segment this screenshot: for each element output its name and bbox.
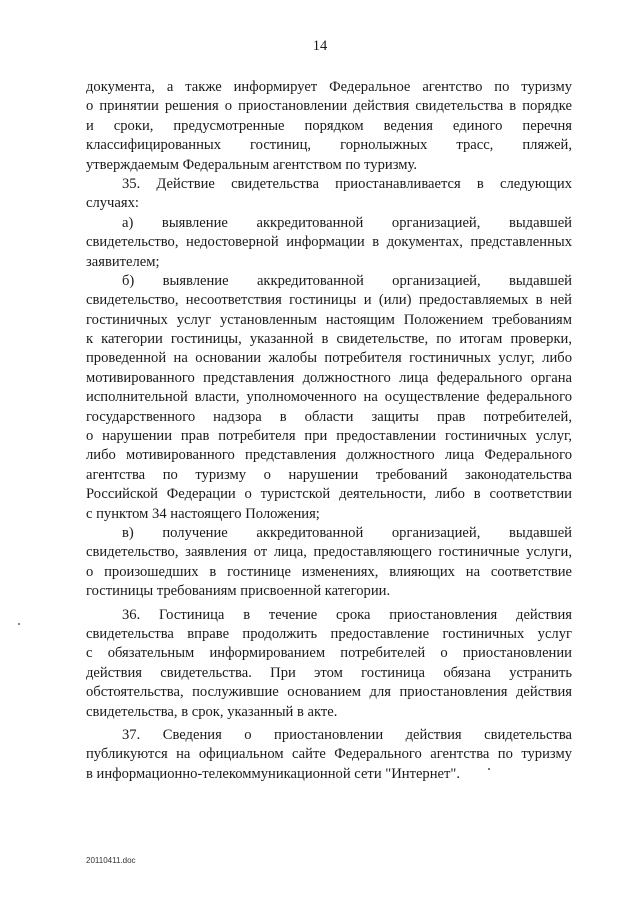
footer-filename: 20110411.doc <box>86 856 136 865</box>
text-line: о произошедших в гостинице изменениях, влияющих на соответствие <box>86 563 572 580</box>
text-line: обстоятельства, послужившие основанием для приостановления действия <box>86 684 572 701</box>
text-line: либо мотивированного представления должностного лица Федерального <box>86 447 572 464</box>
paragraph-35-a <box>86 214 572 272</box>
text-line: свидетельство, несоответствия гостиницы и (или) предоставляемых в ней <box>86 292 572 309</box>
text-line: 35. Действие свидетельства приостанавливается в следующих <box>122 175 572 192</box>
text-line: классифицированных гостиниц, горнолыжных трасс, пляжей, <box>86 137 572 154</box>
paragraph-37 <box>86 726 572 784</box>
text-line: гостиницы требованиям присвоенной категории. <box>86 583 391 600</box>
text-line: 37. Сведения о приостановлении действия свидетельства <box>122 726 572 743</box>
page-number: 14 <box>312 38 328 54</box>
text-line: 36. Гостиница в течение срока приостановления действия <box>122 606 572 623</box>
text-line: свидетельство, заявления от лица, предоставляющего гостиничные услуги, <box>86 544 572 561</box>
text-line: с обязательным информированием потребителей о приостановлении <box>86 645 572 662</box>
text-line: в информационно-телекоммуникационной сети "Интернет". <box>86 765 460 782</box>
text-line: гостиничных услуг установленным настоящим Положением требованиям <box>86 311 572 328</box>
text-line: б) выявление аккредитованной организацией, выдавшей <box>122 272 572 289</box>
scan-artifact <box>488 768 490 770</box>
text-line: свидетельство, недостоверной информации в документах, представленных <box>86 234 572 251</box>
text-line: действия свидетельства. При этом гостиница обязана устранить <box>86 664 572 681</box>
text-line: заявителем; <box>86 253 160 270</box>
text-line: агентства по туризму о нарушении требований законодательства <box>86 466 572 483</box>
scan-artifact <box>18 623 20 625</box>
text-line: исполнительной власти, уполномоченного на осуществление федерального <box>86 389 572 406</box>
text-line: государственного надзора в области защиты прав потребителей, <box>86 408 572 425</box>
text-line: свидетельства вправе продолжить предоставление гостиничных услуг <box>86 625 572 642</box>
text-line: Российской Федерации о туристской деятельности, либо в соответствии <box>86 486 572 503</box>
text-line: и сроки, предусмотренные порядком ведения единого перечня <box>86 117 572 134</box>
paragraph-35 <box>86 175 572 214</box>
text-line: случаях: <box>86 195 139 212</box>
text-line: к категории гостиницы, указанной в свидетельстве, по итогам проверки, <box>86 331 572 348</box>
paragraph-35-b <box>86 272 572 524</box>
text-line: свидетельства, в срок, указанный в акте. <box>86 703 338 720</box>
text-line: мотивированного представления должностного лица федерального органа <box>86 369 572 386</box>
text-line: публикуются на официальном сайте Федерального агентства по туризму <box>86 746 572 763</box>
text-line: о нарушении прав потребителя при предоставлении гостиничных услуг, <box>86 428 572 445</box>
paragraph-35-v <box>86 524 572 602</box>
text-line: документа, а также информирует Федеральное агентство по туризму <box>86 79 572 95</box>
text-line: проведенной на основании жалобы потребителя гостиничных услуг, либо <box>86 350 572 367</box>
paragraph-36 <box>86 606 572 722</box>
paragraph-continued <box>86 78 572 175</box>
document-body <box>86 78 572 784</box>
text-line: в) получение аккредитованной организацией, выдавшей <box>122 524 572 541</box>
text-line: утверждаемым Федеральным агентством по туризму. <box>86 156 417 173</box>
text-line: а) выявление аккредитованной организацией, выдавшей <box>122 214 572 231</box>
text-line: о принятии решения о приостановлении действия свидетельства в порядке <box>86 98 572 115</box>
text-line: с пунктом 34 настоящего Положения; <box>86 505 320 522</box>
